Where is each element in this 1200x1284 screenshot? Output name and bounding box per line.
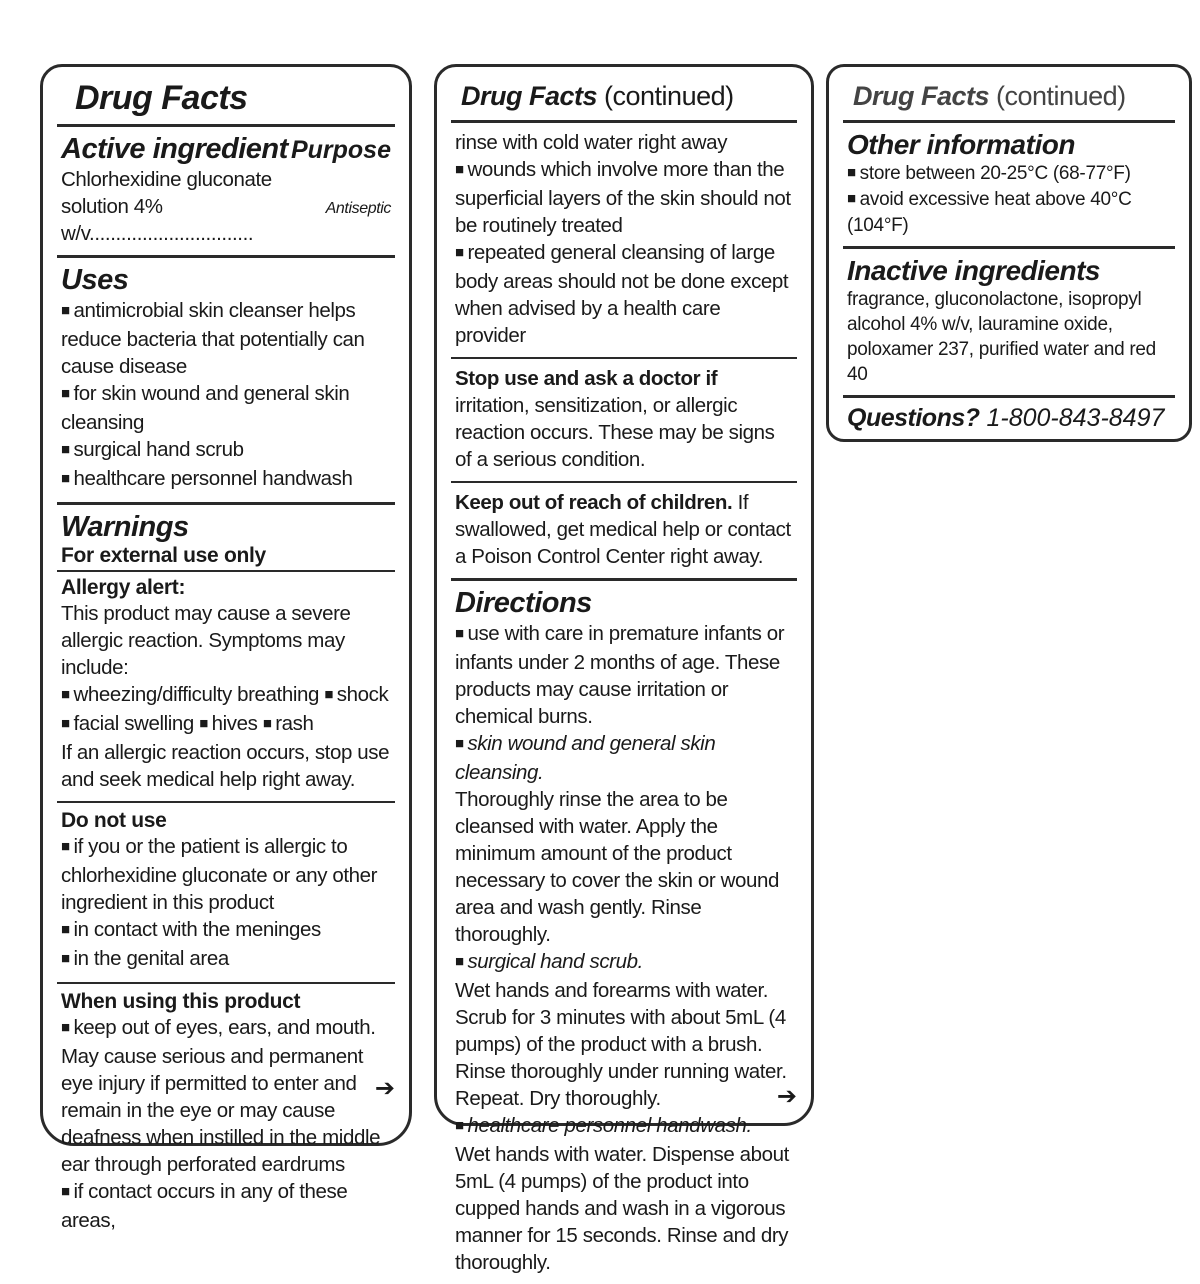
stop-use-section	[451, 359, 797, 481]
active-ingredient-strength: solution 4% w/v...............................	[61, 195, 254, 245]
drug-facts-panel-3	[826, 64, 1192, 442]
keep-out-of-reach-section	[451, 483, 797, 578]
symptom: ■ wheezing/difficulty breathing	[61, 683, 319, 706]
purpose-heading: Purpose	[290, 136, 391, 164]
do-not-use-section	[57, 803, 395, 982]
continue-arrow-icon: ➔	[776, 1083, 797, 1110]
panel-title: Drug Facts	[853, 81, 990, 111]
panel-title-continued: (continued)	[597, 81, 734, 111]
inactive-ingredients-heading: Inactive ingredients	[847, 255, 1100, 286]
when-using-item: ■ wounds which involve more than the superficial layers of the skin should not be routinely treated	[455, 156, 793, 239]
stop-use-text: irritation, sensitization, or allergic reaction occurs. These may be signs of a serious condition.	[455, 394, 775, 471]
allergy-followup-text: If an allergic reaction occurs, stop use and seek medical help right away.	[61, 741, 390, 791]
direction-label: ■ surgical hand scrub.	[455, 948, 793, 977]
when-using-item: ■ keep out of eyes, ears, and mouth. May cause serious and permanent eye injury if permitted to enter and remain in the eye or may cause deafness when instilled in the middle ear through perforated eardrums	[61, 1014, 391, 1178]
direction-label: ■ skin wound and general skin cleansing.	[455, 730, 793, 786]
direction-item: ■ use with care in premature infants or infants under 2 months of age. These products may cause irritation or chemical burns.	[455, 620, 793, 730]
panel-title-continued: (continued)	[989, 81, 1126, 111]
panel-title: Drug Facts	[75, 79, 248, 117]
do-not-use-item: ■ in contact with the meninges	[61, 916, 391, 945]
purpose-value: Antiseptic	[325, 200, 391, 217]
drug-facts-panel-1	[40, 64, 412, 1232]
allergy-alert-text: This product may cause a severe allergic reaction. Symptoms may include:	[61, 602, 351, 679]
other-information-item: ■ store between 20-25°C (68-77°F)	[847, 161, 1171, 187]
other-information-heading: Other information	[847, 129, 1075, 160]
do-not-use-heading: Do not use	[61, 809, 167, 832]
when-using-item: ■ repeated general cleansing of large body areas should not be done except when advised by a health care provider	[455, 239, 793, 349]
direction-text: Wet hands and forearms with water. Scrub for 3 minutes with about 5mL (4 pumps) of the product with a brush. Rinse thoroughly under running water. Repeat. Dry thoroughly.	[455, 979, 787, 1110]
directions-heading: Directions	[455, 587, 592, 619]
phone-number: 1-800-843-8497	[979, 404, 1165, 432]
stop-use-heading: Stop use and ask a doctor if	[455, 367, 718, 390]
uses-item: ■ for skin wound and general skin cleansing	[61, 380, 391, 436]
directions-section	[451, 581, 797, 1284]
continue-arrow-icon: ➔	[374, 1075, 395, 1102]
allergy-alert-section	[57, 572, 395, 801]
active-ingredient-name: Chlorhexidine gluconate	[61, 168, 272, 191]
warnings-heading: Warnings	[61, 511, 189, 543]
other-information-section	[843, 123, 1175, 246]
direction-text: Thoroughly rinse the area to be cleansed with water. Apply the minimum amount of the product necessary to cover the skin or wound area and wash gently. Rinse thoroughly.	[455, 788, 780, 946]
direction-label: ■ healthcare personnel handwash.	[455, 1112, 793, 1141]
panel-title: Drug Facts	[461, 81, 598, 111]
uses-item: ■ healthcare personnel handwash	[61, 465, 391, 494]
when-using-heading: When using this product	[61, 990, 301, 1013]
uses-item: ■ antimicrobial skin cleanser helps reduce bacteria that potentially can cause disease	[61, 297, 391, 380]
external-use-note: For external use only	[61, 544, 266, 567]
uses-item: ■ surgical hand scrub	[61, 436, 391, 465]
when-using-item: ■ if contact occurs in any of these areas,	[61, 1178, 391, 1234]
inactive-ingredients-section	[843, 249, 1175, 395]
symptom: ■ shock	[324, 683, 388, 706]
symptom: ■ facial swelling	[61, 712, 194, 735]
other-information-item: ■ avoid excessive heat above 40°C (104°F)	[847, 187, 1171, 238]
questions-heading: Questions?	[847, 404, 980, 432]
uses-heading: Uses	[61, 264, 129, 296]
symptom: ■ hives	[199, 712, 257, 735]
do-not-use-item: ■ in the genital area	[61, 945, 391, 974]
inactive-ingredients-text: fragrance, gluconolactone, isopropyl alcohol 4% w/v, lauramine oxide, poloxamer 237, purified water and red 40	[847, 289, 1156, 385]
when-using-section	[57, 984, 395, 1242]
uses-section	[57, 258, 395, 502]
questions-section	[843, 398, 1175, 441]
continued-text: rinse with cold water right away	[455, 131, 728, 154]
warnings-section	[57, 505, 395, 570]
keep-out-text: If swallowed, get medical help or contact a Poison Control Center right away.	[455, 491, 791, 568]
do-not-use-item: ■ if you or the patient is allergic to chlorhexidine gluconate or any other ingredient in this product	[61, 833, 391, 916]
direction-text: Wet hands with water. Dispense about 5mL (4 pumps) of the product into cupped hands and wash in a vigorous manner for 15 seconds. Rinse and dry thoroughly.	[455, 1143, 789, 1274]
active-ingredient-heading: Active ingredient	[61, 133, 288, 165]
when-using-continued-section	[451, 123, 797, 357]
allergy-alert-heading: Allergy alert:	[61, 576, 186, 599]
active-ingredient-section	[57, 127, 395, 255]
drug-facts-panel-2	[434, 64, 814, 1274]
symptom: ■ rash	[263, 712, 314, 735]
keep-out-heading: Keep out of reach of children.	[455, 491, 733, 514]
